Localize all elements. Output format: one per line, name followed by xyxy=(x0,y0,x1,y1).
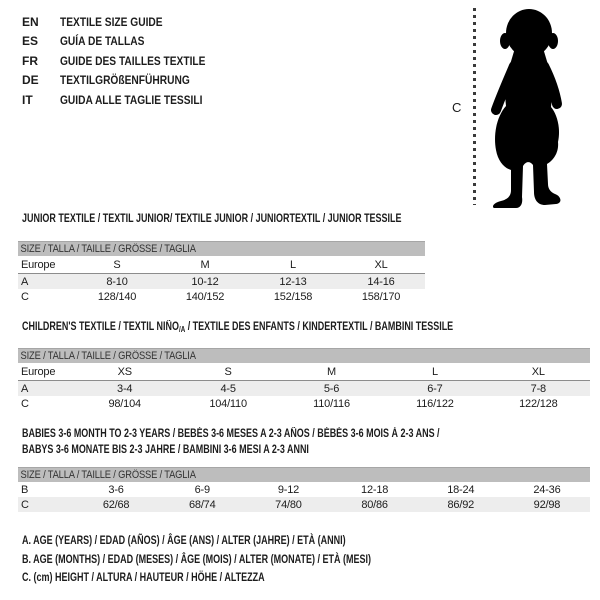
age-cell: 6-7 xyxy=(427,382,443,395)
table-row-age xyxy=(18,381,590,396)
height-cell: 152/158 xyxy=(273,290,313,303)
height-cell: 140/152 xyxy=(185,290,225,303)
height-cell: 128/140 xyxy=(97,290,137,303)
size-table-header xyxy=(18,467,590,482)
note-height-cm: C. (cm) HEIGHT / ALTURA / HAUTEUR / HÖHE / ALTEZZA xyxy=(22,570,265,584)
row-label: C xyxy=(21,397,29,410)
size-cell: L xyxy=(431,365,438,378)
row-label: A xyxy=(21,382,29,395)
lang-label: GUIDE DES TAILLES TEXTILE xyxy=(60,53,206,68)
note-age-months: B. AGE (MONTHS) / EDAD (MESES) / ÂGE (MOIS) / ALTER (MONATE) / ETÀ (MESI) xyxy=(22,551,371,566)
babies-section-heading xyxy=(22,426,440,458)
height-cell: 80/86 xyxy=(361,498,388,511)
age-cell: 12-18 xyxy=(361,483,389,496)
lang-code: DE xyxy=(22,73,39,88)
age-cell: 18-24 xyxy=(447,483,475,496)
height-cell: 122/128 xyxy=(519,397,558,410)
babies-size-table xyxy=(18,467,590,512)
age-cell: 9-12 xyxy=(277,483,300,496)
size-cell: XL xyxy=(531,365,545,378)
lang-code: ES xyxy=(22,34,39,49)
height-cell: 158/170 xyxy=(361,290,401,303)
age-cell: 6-9 xyxy=(194,483,210,496)
height-cell: 98/104 xyxy=(108,397,141,410)
children-heading-post: / TEXTILE DES ENFANTS / KINDERTEXTIL / BAMBINI TESSILE xyxy=(185,321,454,333)
age-cell: 4-5 xyxy=(220,382,236,395)
lang-row-fr xyxy=(22,51,231,71)
junior-size-table xyxy=(18,241,425,304)
lang-label: TEXTILGRÖßENFÜHRUNG xyxy=(60,73,190,88)
table-row-europe xyxy=(18,363,590,381)
size-cell: S xyxy=(113,258,121,271)
height-cell: 110/116 xyxy=(313,397,350,410)
babies-heading-line2: BABYS 3-6 MONATE BIS 2-3 JAHRE / BAMBINI 3-6 MESI A 2-3 ANNI xyxy=(22,444,309,456)
size-cell: L xyxy=(290,258,296,271)
legend-notes xyxy=(22,531,487,587)
table-row-europe xyxy=(18,256,425,274)
table-row-height xyxy=(18,396,590,411)
lang-label: GUÍA DE TALLAS xyxy=(60,34,145,49)
size-cell: M xyxy=(327,365,336,378)
row-label: C xyxy=(21,498,29,511)
height-cell: 74/80 xyxy=(275,498,302,511)
row-label: Europe xyxy=(21,258,56,271)
lang-label: GUIDA ALLE TAGLIE TESSILI xyxy=(60,92,203,107)
age-cell: 10-12 xyxy=(191,275,219,288)
age-cell: 12-13 xyxy=(279,275,307,288)
lang-row-en xyxy=(22,12,231,32)
measure-c-label: C xyxy=(452,100,462,115)
height-cell: 116/122 xyxy=(416,397,454,410)
lang-code: IT xyxy=(22,92,33,107)
table-row-age xyxy=(18,274,425,289)
size-cell: XS xyxy=(117,365,132,378)
note-age-years: A. AGE (YEARS) / EDAD (AÑOS) / ÂGE (ANS) / ALTER (JAHRE) / ETÀ (ANNI) xyxy=(22,533,346,547)
size-cell: S xyxy=(224,365,232,378)
children-heading-sub: /A xyxy=(178,325,186,334)
language-legend xyxy=(22,12,231,110)
toddler-silhouette-icon xyxy=(483,8,573,208)
age-cell: 7-8 xyxy=(530,382,546,395)
height-cell: 62/68 xyxy=(102,498,130,511)
lang-code: FR xyxy=(22,53,38,68)
height-cell: 86/92 xyxy=(447,498,475,511)
size-table-header-label: SIZE / TALLA / TAILLE / GRÖSSE / TAGLIA xyxy=(20,350,196,362)
row-label: A xyxy=(21,275,29,288)
size-cell: M xyxy=(200,258,210,271)
age-cell: 5-6 xyxy=(323,382,340,395)
height-cell: 92/98 xyxy=(533,498,561,511)
lang-row-de xyxy=(22,71,231,91)
lang-row-es xyxy=(22,32,231,52)
age-cell: 3-6 xyxy=(108,483,124,496)
size-table-header xyxy=(18,348,590,363)
size-table-header-label: SIZE / TALLA / TAILLE / GRÖSSE / TAGLIA xyxy=(20,469,196,481)
height-cell: 68/74 xyxy=(188,498,216,511)
table-row-age-months xyxy=(18,482,590,497)
children-size-table xyxy=(18,348,590,411)
size-table-header-label: SIZE / TALLA / TAILLE / GRÖSSE / TAGLIA xyxy=(20,243,196,255)
table-row-height xyxy=(18,289,425,304)
lang-label: TEXTILE SIZE GUIDE xyxy=(60,14,163,29)
children-section-heading xyxy=(22,319,453,338)
babies-heading-line1: BABIES 3-6 MONTH TO 2-3 YEARS / BEBÉS 3-6 MESES A 2-3 AÑOS / BÉBÉS 3-6 MOIS À 2-3 ANS / xyxy=(22,428,440,440)
height-cell: 104/110 xyxy=(209,397,247,410)
table-row-height xyxy=(18,497,590,512)
children-heading-pre: CHILDREN'S TEXTILE / TEXTIL NIÑO xyxy=(22,321,179,333)
lang-row-it xyxy=(22,90,231,110)
age-cell: 3-4 xyxy=(117,382,133,395)
age-cell: 24-36 xyxy=(533,483,561,496)
size-cell: XL xyxy=(374,258,388,271)
row-label: C xyxy=(21,290,29,303)
size-table-header xyxy=(18,241,425,256)
age-cell: 14-16 xyxy=(367,275,395,288)
height-measure-dotted-line xyxy=(473,8,476,205)
junior-section-heading: JUNIOR TEXTILE / TEXTIL JUNIOR/ TEXTILE JUNIOR / JUNIORTEXTIL / JUNIOR TESSILE xyxy=(22,213,402,225)
row-label: B xyxy=(21,483,29,496)
age-cell: 8-10 xyxy=(106,275,128,288)
lang-code: EN xyxy=(22,14,39,29)
row-label: Europe xyxy=(21,365,56,378)
